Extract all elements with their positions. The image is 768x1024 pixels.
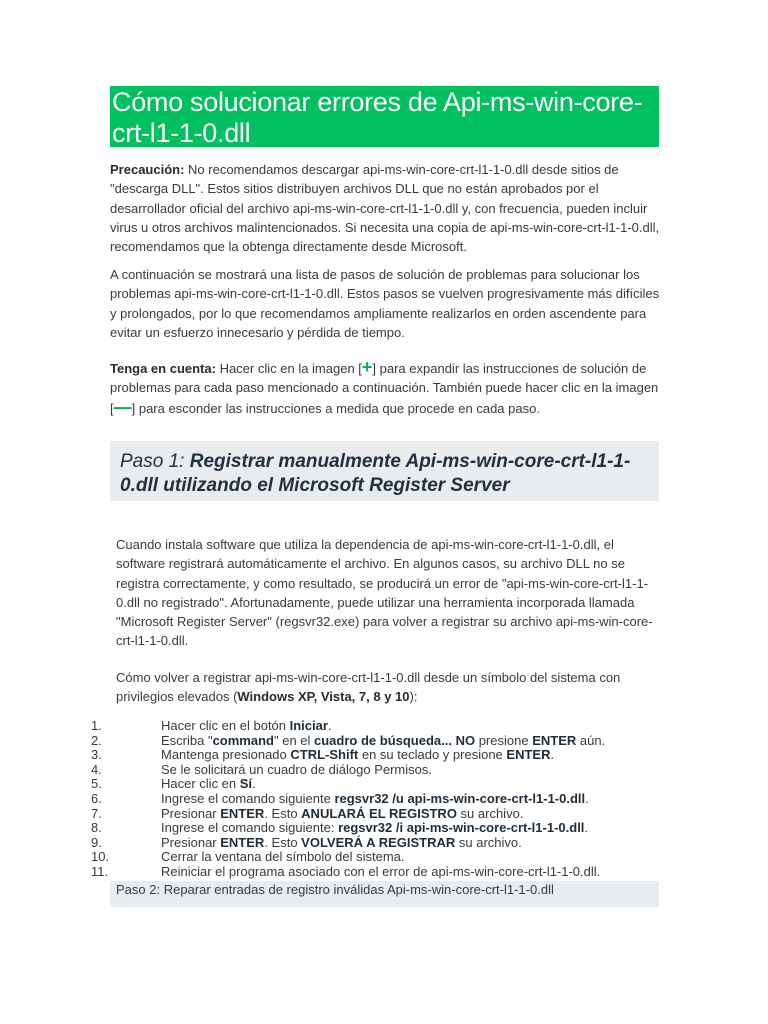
list-item-text: su archivo.	[455, 834, 522, 850]
list-item-number: 1.	[91, 718, 102, 733]
list-item-text: Ingrese el comando siguiente	[161, 790, 335, 806]
minus-icon: —	[113, 396, 132, 417]
step1-description: Cuando instala software que utiliza la dependencia de api-ms-win-core-crt-l1-1-0.dll, el software registrará automáticamente el archivo. En algunos casos, su archivo DLL no se registra correctamente, y como resultado, se producirá un error de "api-ms-win-core-crt-l1-1-0.dll no registrado". Afortunadamente, puede utilizar una herramienta incorporada llamada "Microsoft Register Server" (regsvr32.exe) para volver a registrar su archivo api-ms-win-core-crt-l1-1-0.dll.	[116, 537, 653, 649]
list-item-bold: cuadro de búsqueda... NO	[314, 732, 476, 748]
note-text-1: Hacer clic en la imagen [	[215, 361, 362, 376]
list-item-text: Hacer clic en	[161, 776, 240, 792]
step1-howto	[116, 668, 656, 707]
list-item-number: 3.	[91, 747, 102, 763]
list-item-number: 4.	[91, 761, 102, 777]
list-item-text: .	[252, 776, 256, 792]
list-item-number: 7.	[91, 805, 102, 821]
list-item-text: .	[327, 718, 332, 733]
list-item	[88, 719, 668, 734]
list-item-bold: ENTER	[532, 732, 577, 748]
list-item-bold: ENTER	[220, 834, 265, 850]
step1-title-text: Registrar manualmente Api-ms-win-core-crt-l1-1-0.dll utilizando el Microsoft Register Server	[120, 451, 631, 496]
list-item-text: Presionar	[161, 805, 221, 821]
intro-paragraph: A continuación se mostrará una lista de pasos de solución de problemas para solucionar los problemas api-ms-win-core-crt-l1-1-0.dll. Estos pasos se vuelven progresivamente más difíciles y prolongados, por lo que recomendamos ampliamente realizarlos en orden ascendente para evitar un esfuerzo innecesario y pérdida de tiempo.	[110, 267, 660, 340]
howto-bold: Windows XP, Vista, 7, 8 y 10	[237, 689, 410, 705]
list-item-bold: regsvr32 /i api-ms-win-core-crt-l1-1-0.dll	[338, 820, 585, 836]
list-item-number: 2.	[91, 732, 102, 748]
howto-text: Cómo volver a registrar api-ms-win-core-crt-l1-1-0.dll desde un símbolo del sistema con privilegios elevados (	[116, 670, 621, 705]
page-title: Cómo solucionar errores de Api-ms-win-core-crt-l1-1-0.dll	[112, 87, 643, 148]
list-item-text: .	[585, 790, 589, 806]
list-item-number: 9.	[91, 834, 102, 850]
list-item-text: Se le solicitará un cuadro de diálogo Permisos.	[161, 761, 432, 777]
list-item	[88, 865, 668, 880]
list-item-text: Presionar	[161, 834, 221, 850]
list-item	[88, 821, 668, 836]
list-item	[88, 763, 668, 778]
list-item-text: .	[584, 820, 589, 836]
list-item	[88, 748, 668, 763]
list-item-text: . Esto	[264, 805, 302, 821]
list-item-text: .	[550, 747, 555, 763]
list-item-text: aún.	[576, 732, 606, 748]
step1-prefix: Paso 1:	[120, 451, 190, 472]
step2-header[interactable]	[110, 881, 659, 907]
list-item-bold: ENTER	[506, 747, 551, 763]
list-item-text: . Esto	[264, 834, 302, 850]
list-item-number: 10.	[91, 849, 110, 865]
list-item-bold: Iniciar	[289, 718, 328, 733]
list-item-bold: ANULARÁ EL REGISTRO	[301, 805, 457, 821]
list-item-text: " en el	[273, 732, 315, 748]
note-text-3: ] para esconder las instrucciones a medida que procede en cada paso.	[131, 400, 540, 416]
list-item-bold: command	[212, 732, 274, 748]
list-item-text: Hacer clic en el botón	[161, 718, 290, 733]
title-banner	[110, 86, 659, 147]
list-item-bold: Sí	[239, 776, 253, 792]
list-item-bold: ENTER	[220, 805, 265, 821]
caution-paragraph	[110, 160, 660, 256]
list-item-bold: CTRL-Shift	[290, 747, 359, 763]
list-item-bold: regsvr32 /u api-ms-win-core-crt-l1-1-0.dll	[334, 790, 586, 806]
howto-end: ):	[409, 689, 418, 705]
list-item-text: Ingrese el comando siguiente:	[161, 820, 339, 836]
list-item	[88, 777, 668, 792]
plus-icon: +	[361, 357, 373, 377]
list-item-number: 8.	[91, 820, 102, 836]
caution-text: No recomendamos descargar api-ms-win-core-crt-l1-1-0.dll desde sitios de "descarga DLL". Estos sitios distribuyen archivos DLL que no están aprobados por el desarrollador oficial del archivo api-ms-win-core-crt-l1-1-0.dll y, con frecuencia, pueden incluir virus u otros archivos malintencionados. Si necesita una copia de api-ms-win-core-crt-l1-1-0.dll, recomendamos que la obtenga directamente desde Microsoft.	[110, 162, 660, 255]
step1-header[interactable]	[110, 441, 659, 501]
note-text-2: ] para expandir las instrucciones de solución de problemas para cada paso mencionado a continuación. También puede hacer clic en la imagen [	[110, 361, 659, 416]
list-item	[88, 807, 668, 822]
list-item-number: 6.	[91, 790, 102, 806]
steps-list	[88, 719, 668, 880]
note-paragraph	[110, 358, 660, 418]
note-label: Tenga en cuenta:	[110, 361, 216, 376]
list-item	[88, 836, 668, 851]
list-item-text: en su teclado y presione	[358, 747, 507, 763]
list-item-number: 5.	[91, 776, 102, 792]
list-item-text: presione	[475, 732, 533, 748]
step2-title: Paso 2: Reparar entradas de registro inválidas Api-ms-win-core-crt-l1-1-0.dll	[116, 882, 554, 897]
list-item-text: su archivo.	[456, 805, 524, 821]
list-item	[88, 850, 668, 865]
list-item-text: Escriba "	[161, 732, 213, 748]
list-item-number: 11.	[91, 863, 109, 879]
caution-label: Precaución:	[110, 162, 185, 177]
list-item-text: Cerrar la ventana del símbolo del sistema.	[161, 849, 405, 865]
list-item-text: Reiniciar el programa asociado con el error de api-ms-win-core-crt-l1-1-0.dll.	[161, 863, 601, 879]
step1-title	[110, 441, 659, 498]
list-item	[88, 734, 668, 749]
list-item-text: Mantenga presionado	[161, 747, 291, 763]
list-item-bold: VOLVERÁ A REGISTRAR	[301, 834, 456, 850]
list-item	[88, 792, 668, 807]
